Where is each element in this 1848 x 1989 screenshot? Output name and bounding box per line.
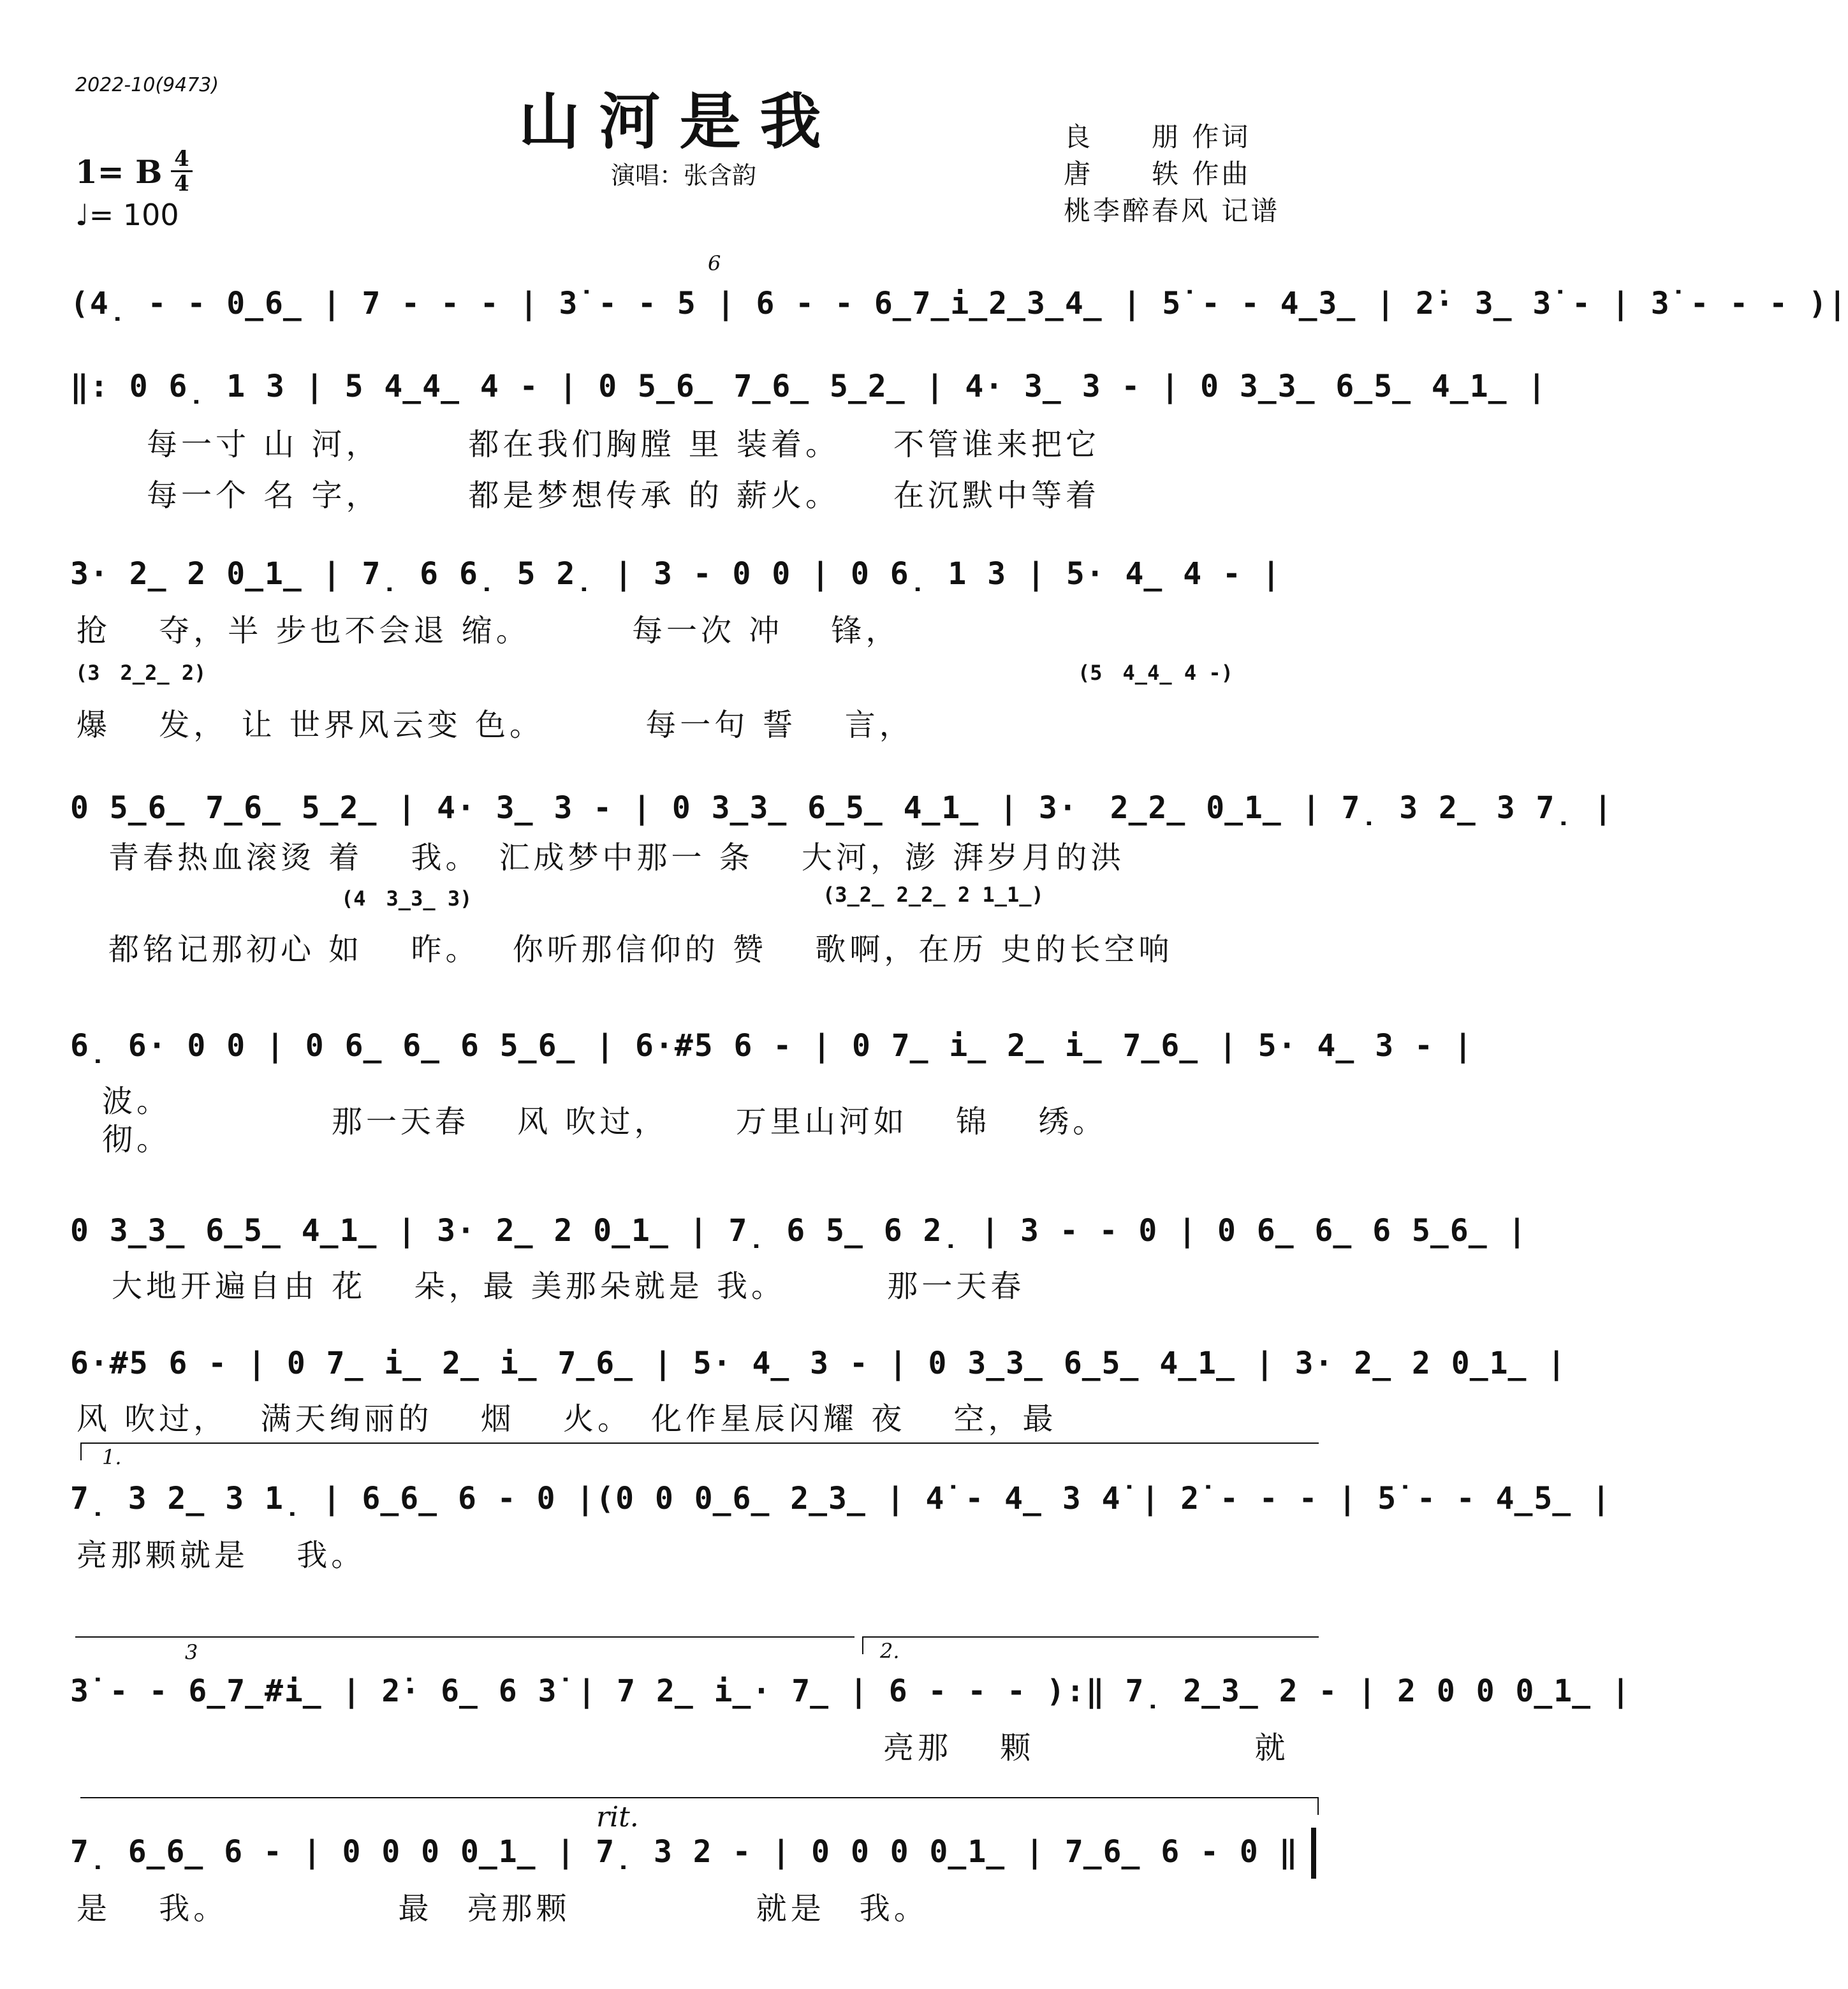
lyric-line-3-verse2: 爆 发， 让 世界风云变 色。 每一句 誓 言， [77, 707, 914, 743]
lyric-line-10: 是 我。 最 亮那颗 就是 我。 [77, 1891, 928, 1927]
alt-notes-3b: (5 4̲4̲ 4 -) [1078, 661, 1233, 685]
singer-credit: 演唱：张含韵 [611, 161, 757, 189]
score-line-4: 0 5̲6̲ 7̲6̲ 5̲2̲ | 4· 3̲ 3 - | 0 3̲3̲ 6̲5̲ 4̲1̲ | 3· 2̲2̲ 0̲1̲ | 7̣ 3 2̲ 3 7̣ | [70, 790, 1614, 826]
lyric-line-2-verse1: 每一寸 山 河， 都在我们胸膛 里 装着。 不管谁来把它 [147, 427, 1101, 462]
ritardando-mark: rit. [596, 1801, 639, 1833]
score-line-3: 3· 2̲ 2 0̲1̲ | 7̣ 6 6̣ 5 2̣ | 3 - 0 0 | 0 6̣ 1 3 | 5· 4̲ 4 - | [70, 556, 1282, 592]
lyric-line-5-chorus: 那一天春 风 吹过， 万里山河如 锦 绣。 [332, 1104, 1108, 1140]
tempo-marking: ♩= 100 [75, 198, 179, 232]
score-line-9: 3̇ - - 6̲7̲#i̲ | 2̇· 6̲ 6 3̇ | 7 2̲ i̲· 7̲ | 6 - - - ):‖ 7̣ 2̲3̲ 2 - | 2 0 0 0̲1̲ | [70, 1673, 1631, 1709]
volta-bracket-1 [80, 1442, 1319, 1460]
lyric-line-9: 亮那 颗 就 [883, 1730, 1289, 1766]
lyric-line-5-verse2: 彻。 [102, 1122, 172, 1157]
score-line-7: 6·#5 6 - | 0 7̲ i̲ 2̲ i̲ 7̲6̲ | 5· 4̲ 3 - | 0 3̲3̲ 6̲5̲ 4̲1̲ | 3· 2̲ 2 0̲1̲ | [70, 1346, 1567, 1381]
lyric-line-2-verse2: 每一个 名 字， 都是梦想传承 的 薪火。 在沉默中等着 [147, 478, 1101, 513]
volta-2-label: 2. [880, 1639, 900, 1663]
lyric-line-8: 亮那颗就是 我。 [77, 1538, 366, 1573]
score-line-8: 7̣ 3 2̲ 3 1̣ | 6̲6̲ 6 - 0 |(0 0 0̲6̲ 2̲3̲ | 4̇ - 4̲ 3 4̇ | 2̇ - - - | 5̇ - - 4̲5̲ | [70, 1481, 1611, 1516]
score-line-6: 0 3̲3̲ 6̲5̲ 4̲1̲ | 3· 2̲ 2 0̲1̲ | 7̣ 6 5̲ 6 2̣ | 3 - - 0 | 0 6̲ 6̲ 6 5̲6̲ | [70, 1213, 1528, 1249]
key-signature: 1= B [75, 153, 163, 191]
composer-credit: 唐 轶 作曲 [1064, 158, 1251, 189]
alt-notes-4b: (3̲2̲ 2̲2̲ 2 1̲1̲) [823, 883, 1044, 907]
lyric-line-4-verse2: 都铭记那初心 如 昨。 你听那信仰的 赞 歌啊，在历 史的长空响 [108, 932, 1173, 967]
score-line-10: 7̣ 6̲6̲ 6 - | 0 0 0 0̲1̲ | 7̣ 3 2 - | 0 0 0 0̲1̲ | 7̲6̲ 6 - 0 ‖ [70, 1834, 1299, 1870]
volta-1-continuation [75, 1636, 854, 1638]
time-signature-top: 4 [174, 146, 189, 172]
score-line-1: (4̣ - - 0̲6̲ | 7 - - - | 3̇ - - 5 | 6 - - 6̲7̲i̲2̲3̲4̲ | 5̇ - - 4̲3̲ | 2̇· 3̲ 3̇ - | 3̇ - - - )| [70, 286, 1848, 321]
lyric-line-6: 大地开遍自由 花 朵，最 美那朵就是 我。 那一天春 [112, 1268, 1025, 1304]
score-reference: 2022-10(9473) [75, 74, 219, 96]
lyric-line-7: 风 吹过， 满天绚丽的 烟 火。 化作星辰闪耀 夜 空，最 [77, 1401, 1057, 1437]
rit-bracket [80, 1797, 1319, 1815]
alt-notes-3a: (3 2̲2̲ 2) [75, 661, 207, 685]
volta-1-label: 1. [102, 1445, 122, 1469]
volta-bracket-2 [862, 1636, 1319, 1654]
time-signature [171, 148, 193, 194]
score-line-5: 6̣ 6· 0 0 | 0 6̲ 6̲ 6 5̲6̲ | 6·#5 6 - | 0 7̲ i̲ 2̲ i̲ 7̲6̲ | 5· 4̲ 3 - | [70, 1028, 1474, 1064]
triplet-mark-2: 3 [185, 1640, 198, 1664]
lyricist-credit: 良 朋 作词 [1064, 121, 1251, 152]
triplet-mark: 6 [708, 251, 721, 275]
score-line-2: ‖: 0 6̣ 1 3 | 5 4̲4̲ 4 - | 0 5̲6̲ 7̲6̲ 5̲2̲ | 4· 3̲ 3 - | 0 3̲3̲ 6̲5̲ 4̲1̲ | [70, 369, 1548, 404]
time-signature-bottom: 4 [174, 171, 189, 196]
lyric-line-3-verse1: 抢 夺，半 步也不会退 缩。 每一次 冲 锋， [77, 613, 900, 649]
transcriber-credit: 桃李醉春风 记谱 [1064, 195, 1280, 226]
song-title: 山河是我 [518, 85, 840, 158]
lyric-line-4-verse1: 青春热血滚烫 着 我。 汇成梦中那一 条 大河，澎 湃岁月的洪 [108, 840, 1126, 876]
lyric-line-5-verse1: 波。 [102, 1083, 172, 1119]
final-barline [1311, 1828, 1316, 1879]
alt-notes-4a: (4 3̲3̲ 3) [341, 886, 473, 911]
